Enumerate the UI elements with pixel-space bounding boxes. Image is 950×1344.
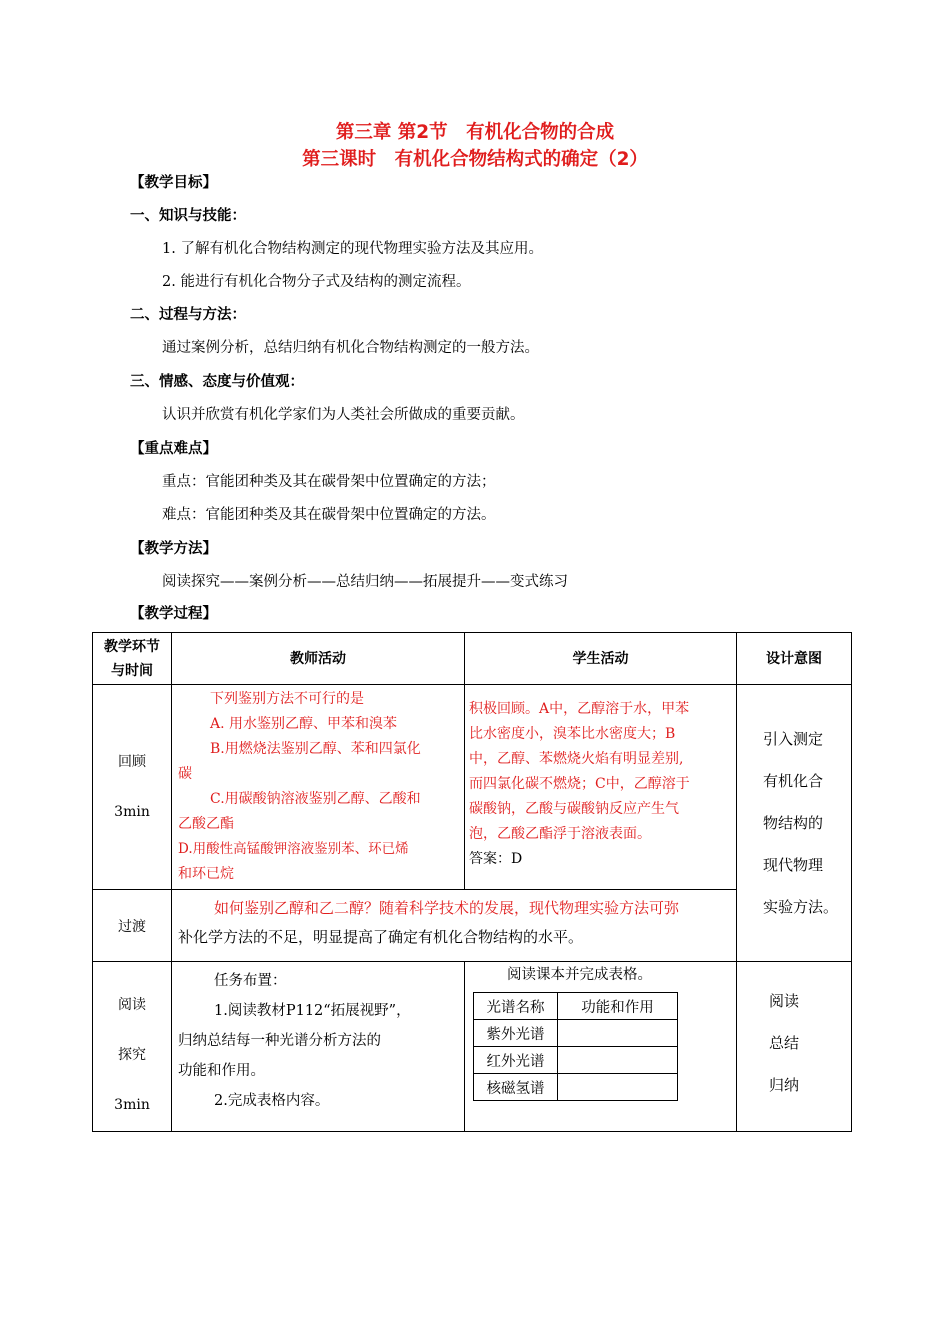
attitude-values-text: 认识并欣赏有机化学家们为人类社会所做成的重要贡献。 [162, 407, 525, 423]
process-methods-title: 二、过程与方法： [130, 307, 246, 323]
header-student: 学生活动 [465, 633, 737, 685]
methods-heading: 【教学方法】 [130, 541, 217, 557]
review-intent-cell [737, 685, 852, 962]
student-analysis-line: 碳酸钠，乙酸与碳酸钠反应产生气 [469, 801, 679, 817]
intent-line: 归纳 [769, 1076, 800, 1094]
intent-line: 实验方法。 [763, 898, 839, 916]
question-stem: 下列鉴别方法不可行的是 [210, 691, 364, 707]
student-analysis-line: 比水密度小，溴苯比水密度大；B [469, 726, 676, 742]
task-item-1-cont2: 功能和作用。 [178, 1063, 265, 1079]
reading-stage-cell [93, 962, 172, 1132]
student-analysis-line: 中，乙醇、苯燃烧火焰有明显差别, [469, 751, 684, 767]
intent-line: 总结 [769, 1034, 800, 1052]
objectives-heading: 【教学目标】 [130, 175, 217, 191]
keypoints-heading: 【重点难点】 [130, 441, 217, 457]
table-row [93, 962, 852, 1132]
spec-answer-cell[interactable] [558, 1047, 678, 1074]
reading-stage-line: 探究 [118, 1047, 146, 1063]
task-item-1: 1.阅读教材P112“拓展视野”， [214, 1003, 411, 1019]
option-c-cont: 乙酸乙酯 [178, 816, 234, 832]
methods-text: 阅读探究——案例分析——总结归纳——拓展提升——变式练习 [162, 574, 568, 590]
table-row [93, 685, 852, 890]
transition-question: 如何鉴别乙醇和乙二醇？随着科学技术的发展，现代物理实验方法可弥 [214, 899, 680, 917]
task-item-1-cont: 归纳总结每一种光谱分析方法的 [178, 1033, 381, 1049]
reading-student-cell [465, 962, 737, 1132]
header-stage-line1: 教学环节 [104, 638, 160, 655]
review-stage-time: 3min [114, 804, 150, 820]
student-analysis-line: 泡，乙酸乙酯浮于溶液表面。 [469, 826, 651, 842]
header-teacher: 教师活动 [172, 633, 465, 685]
table-header-row [93, 633, 852, 685]
reading-teacher-cell [172, 962, 465, 1132]
option-a: A. 用水鉴别乙醇、甲苯和溴苯 [210, 716, 398, 732]
review-stage-label: 回顾 [118, 754, 146, 770]
reading-stage-time: 3min [114, 1097, 150, 1113]
review-student-cell [465, 685, 737, 890]
spec-answer-cell[interactable] [558, 1074, 678, 1101]
process-methods-text: 通过案例分析，总结归纳有机化合物结构测定的一般方法。 [162, 340, 539, 356]
student-analysis-line: 而四氯化碳不燃烧；C中，乙醇溶于 [469, 776, 690, 792]
spectrum-table [473, 992, 678, 1101]
process-heading: 【教学过程】 [130, 606, 217, 622]
student-task-intro: 阅读课本并完成表格。 [507, 967, 652, 983]
review-teacher-cell [172, 685, 465, 890]
intent-line: 有机化合 [763, 772, 824, 790]
knowledge-item-1: 1. 了解有机化合物结构测定的现代物理实验方法及其应用。 [162, 241, 543, 257]
spec-row-label: 红外光谱 [474, 1047, 558, 1074]
intent-line: 物结构的 [763, 814, 824, 832]
student-answer: 答案：D [469, 851, 523, 867]
reading-stage-line: 阅读 [118, 997, 146, 1013]
reading-intent-cell [737, 962, 852, 1132]
student-analysis-line: 积极回顾。A中，乙醇溶于水，甲苯 [469, 701, 690, 717]
document-title: 第三章 第2节 有机化合物的合成 [335, 122, 615, 143]
transition-content-cell [172, 890, 737, 962]
intent-line: 阅读 [769, 992, 800, 1010]
spec-row-label: 紫外光谱 [474, 1020, 558, 1047]
spec-header-function: 功能和作用 [558, 993, 678, 1020]
knowledge-skills-title: 一、知识与技能： [130, 208, 246, 224]
header-intent: 设计意图 [737, 633, 852, 685]
spec-answer-cell[interactable] [558, 1020, 678, 1047]
attitude-values-title: 三、情感、态度与价值观： [130, 374, 304, 390]
review-stage-cell [93, 685, 172, 890]
header-stage-line2: 与时间 [111, 662, 153, 679]
option-c: C.用碳酸钠溶液鉴别乙醇、乙酸和 [210, 791, 421, 807]
option-b-cont: 碳 [178, 766, 192, 782]
option-d: D.用酸性高锰酸钾溶液鉴别苯、环已烯 [178, 841, 409, 857]
header-stage [93, 633, 172, 685]
intent-line: 现代物理 [763, 856, 824, 874]
teaching-process-table [92, 632, 852, 1132]
transition-stage-cell [93, 890, 172, 962]
transition-text: 补化学方法的不足，明显提高了确定有机化合物结构的水平。 [178, 928, 584, 946]
key-point-text: 重点：官能团种类及其在碳骨架中位置确定的方法； [162, 474, 496, 490]
option-d-cont: 和环已烷 [178, 866, 234, 882]
task-item-2: 2.完成表格内容。 [214, 1093, 330, 1109]
difficulty-text: 难点：官能团种类及其在碳骨架中位置确定的方法。 [162, 507, 496, 523]
document-subtitle: 第三课时 有机化合物结构式的确定（2） [302, 149, 648, 170]
knowledge-item-2: 2. 能进行有机化合物分子式及结构的测定流程。 [162, 274, 471, 290]
transition-stage-label: 过渡 [118, 918, 146, 935]
intent-line: 引入测定 [763, 730, 824, 748]
spec-header-name: 光谱名称 [474, 993, 558, 1020]
spec-row-label: 核磁氢谱 [474, 1074, 558, 1101]
option-b: B.用燃烧法鉴别乙醇、苯和四氯化 [210, 741, 421, 757]
task-title: 任务布置： [214, 973, 287, 989]
